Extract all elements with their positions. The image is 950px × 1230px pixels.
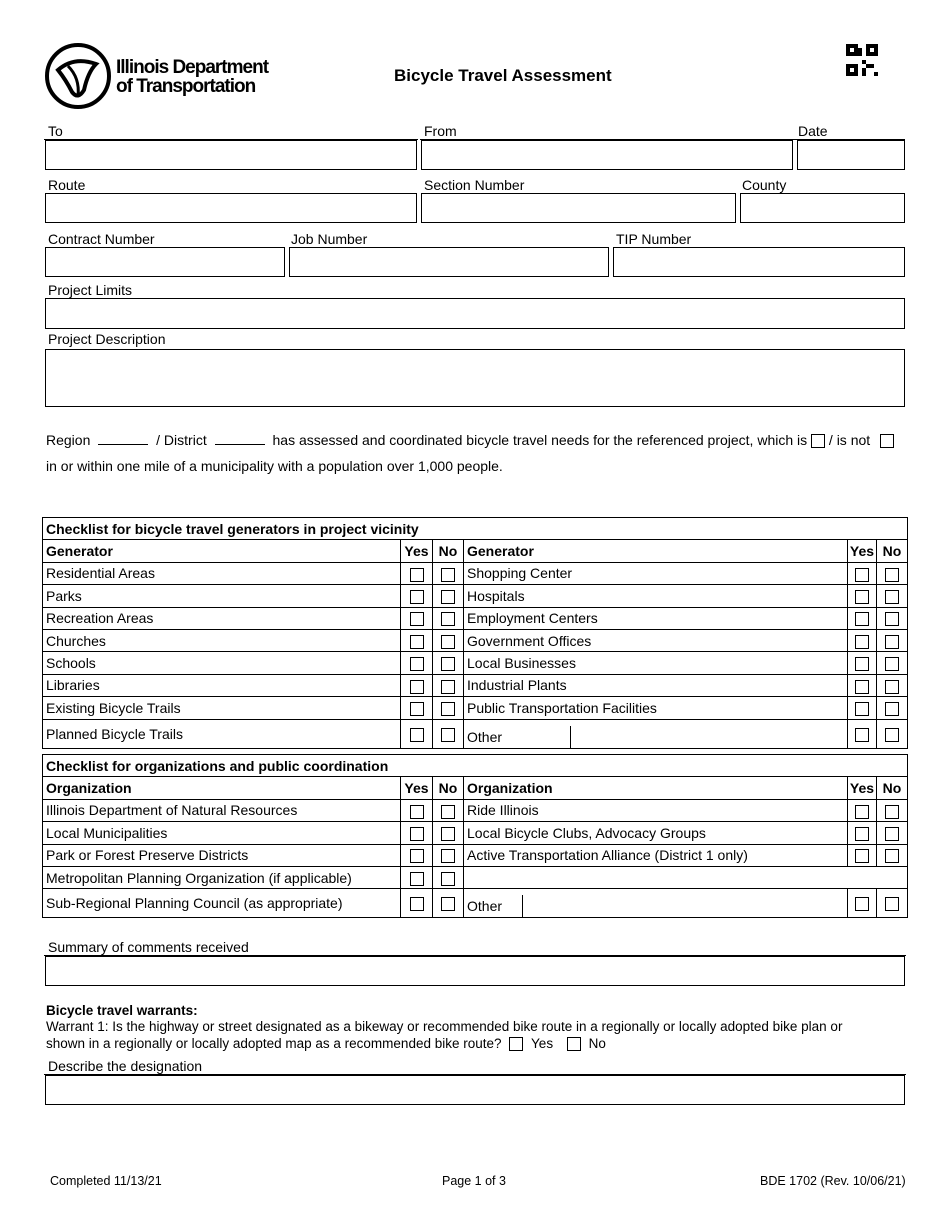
yes-cell — [401, 799, 433, 821]
yes-cell — [848, 652, 877, 674]
county-field[interactable] — [740, 193, 905, 223]
row-label: Existing Bicycle Trails — [43, 697, 401, 719]
project-limits-field[interactable] — [45, 298, 905, 329]
yes-cell — [848, 844, 877, 866]
table-row — [43, 822, 908, 844]
no-cell — [877, 697, 908, 719]
no-checkbox[interactable] — [441, 872, 455, 886]
table-row — [43, 652, 908, 674]
other-label: Other — [464, 895, 523, 917]
yes-header: Yes — [401, 777, 433, 799]
organization-header: Organization — [464, 777, 848, 799]
summary-label: Summary of comments received — [48, 939, 249, 955]
no-cell — [877, 822, 908, 844]
yes-checkbox[interactable] — [855, 657, 869, 671]
no-checkbox[interactable] — [441, 827, 455, 841]
yes-cell — [401, 697, 433, 719]
yes-checkbox[interactable] — [410, 568, 424, 582]
row-label: Parks — [43, 585, 401, 607]
no-cell — [877, 719, 908, 748]
organization-header: Organization — [43, 777, 401, 799]
no-header: No — [433, 540, 464, 562]
no-cell — [877, 585, 908, 607]
no-checkbox[interactable] — [441, 612, 455, 626]
no-checkbox[interactable] — [441, 657, 455, 671]
row-label: Recreation Areas — [43, 607, 401, 629]
row-label — [464, 719, 848, 748]
yes-checkbox[interactable] — [410, 702, 424, 716]
yes-cell — [848, 629, 877, 651]
row-label: Schools — [43, 652, 401, 674]
table-row — [43, 844, 908, 866]
yes-checkbox[interactable] — [410, 612, 424, 626]
yes-header: Yes — [401, 540, 433, 562]
yes-cell — [848, 607, 877, 629]
yes-checkbox[interactable] — [410, 657, 424, 671]
no-checkbox[interactable] — [441, 590, 455, 604]
no-cell — [433, 607, 464, 629]
other-label: Other — [464, 726, 571, 748]
warrant-1-text: Warrant 1: Is the highway or street designated as a bikeway or recommended bike route in a regionally or locally adopted bike plan or — [46, 1019, 843, 1034]
yes-checkbox[interactable] — [855, 590, 869, 604]
yes-checkbox[interactable] — [410, 728, 424, 742]
organizations-title: Checklist for organizations and public coordination — [43, 755, 908, 777]
table-row — [43, 719, 908, 748]
row-label: Employment Centers — [464, 607, 848, 629]
generator-header: Generator — [464, 540, 848, 562]
row-label — [464, 866, 908, 888]
logo-line-1: Illinois Department — [116, 57, 269, 78]
no-cell — [433, 629, 464, 651]
section-number-label: Section Number — [424, 177, 525, 193]
job-number-label: Job Number — [291, 231, 368, 247]
other-input[interactable] — [523, 889, 723, 911]
yes-checkbox[interactable] — [410, 680, 424, 694]
yes-checkbox[interactable] — [855, 728, 869, 742]
yes-checkbox[interactable] — [855, 680, 869, 694]
describe-label: Describe the designation — [48, 1058, 203, 1074]
table-row — [43, 629, 908, 651]
to-label: To — [48, 123, 63, 139]
is-not-label: / is not — [828, 432, 871, 448]
yes-label: Yes — [531, 1036, 554, 1051]
no-cell — [877, 652, 908, 674]
region-label: Region — [46, 432, 91, 448]
yes-cell — [401, 585, 433, 607]
no-checkbox[interactable] — [441, 805, 455, 819]
yes-cell — [848, 674, 877, 696]
describe-field[interactable] — [45, 1075, 905, 1105]
yes-header: Yes — [848, 540, 877, 562]
table-row — [43, 866, 908, 888]
row-label: Ride Illinois — [464, 799, 848, 821]
contract-number-field[interactable] — [45, 247, 285, 277]
no-cell — [433, 844, 464, 866]
no-checkbox[interactable] — [441, 680, 455, 694]
warrant-1-no-checkbox[interactable] — [567, 1037, 581, 1051]
generators-title: Checklist for bicycle travel generators in project vicinity — [43, 518, 908, 540]
no-checkbox[interactable] — [441, 897, 455, 911]
table-row — [43, 674, 908, 696]
yes-checkbox[interactable] — [855, 849, 869, 863]
row-label: Local Bicycle Clubs, Advocacy Groups — [464, 822, 848, 844]
yes-checkbox[interactable] — [855, 612, 869, 626]
no-header: No — [877, 540, 908, 562]
no-cell — [433, 822, 464, 844]
row-label: Residential Areas — [43, 562, 401, 584]
row-label: Sub-Regional Planning Council (as appropriate) — [43, 889, 401, 918]
to-field[interactable] — [45, 140, 417, 170]
district-blank[interactable] — [215, 444, 265, 445]
no-cell — [433, 866, 464, 888]
yes-header: Yes — [848, 777, 877, 799]
no-checkbox[interactable] — [885, 612, 899, 626]
table-row — [43, 585, 908, 607]
row-label: Hospitals — [464, 585, 848, 607]
no-header: No — [877, 777, 908, 799]
logo-line-2: of Transportation — [116, 76, 256, 97]
row-label: Park or Forest Preserve Districts — [43, 844, 401, 866]
yes-checkbox[interactable] — [855, 827, 869, 841]
yes-cell — [848, 562, 877, 584]
yes-cell — [401, 562, 433, 584]
route-label: Route — [48, 177, 86, 193]
warrant-1-yes-checkbox[interactable] — [509, 1037, 523, 1051]
yes-checkbox[interactable] — [855, 635, 869, 649]
yes-checkbox[interactable] — [410, 805, 424, 819]
statement-text: has assessed and coordinated bicycle travel needs for the referenced project, which is — [272, 432, 808, 448]
no-cell — [877, 844, 908, 866]
summary-field[interactable] — [45, 956, 905, 986]
no-cell — [433, 697, 464, 719]
no-checkbox[interactable] — [885, 702, 899, 716]
tip-number-label: TIP Number — [616, 231, 692, 247]
section-number-field[interactable] — [421, 193, 736, 223]
yes-checkbox[interactable] — [410, 849, 424, 863]
table-row — [43, 607, 908, 629]
yes-cell — [401, 889, 433, 918]
row-label: Public Transportation Facilities — [464, 697, 848, 719]
no-checkbox[interactable] — [885, 827, 899, 841]
no-checkbox[interactable] — [885, 680, 899, 694]
yes-cell — [401, 607, 433, 629]
form-number: BDE 1702 (Rev. 10/06/21) — [760, 1174, 906, 1188]
no-cell — [877, 629, 908, 651]
yes-checkbox[interactable] — [855, 897, 869, 911]
table-row — [43, 562, 908, 584]
job-number-field[interactable] — [289, 247, 609, 277]
county-label: County — [742, 177, 787, 193]
generators-table — [42, 517, 908, 749]
route-field[interactable] — [45, 193, 417, 223]
table-row — [43, 799, 908, 821]
yes-cell — [848, 719, 877, 748]
other-input[interactable] — [571, 720, 771, 742]
yes-cell — [848, 889, 877, 918]
no-checkbox[interactable] — [441, 702, 455, 716]
no-checkbox[interactable] — [885, 849, 899, 863]
no-cell — [877, 607, 908, 629]
row-label: Metropolitan Planning Organization (if applicable) — [43, 866, 401, 888]
no-checkbox[interactable] — [885, 590, 899, 604]
yes-checkbox[interactable] — [410, 635, 424, 649]
yes-checkbox[interactable] — [855, 805, 869, 819]
row-label: Illinois Department of Natural Resources — [43, 799, 401, 821]
yes-checkbox[interactable] — [410, 897, 424, 911]
date-label: Date — [798, 123, 828, 139]
region-blank[interactable] — [98, 444, 148, 445]
generator-header: Generator — [43, 540, 401, 562]
statement-line-2: in or within one mile of a municipality with a population over 1,000 people. — [46, 458, 503, 474]
no-cell — [877, 562, 908, 584]
qr-code-icon — [846, 44, 878, 76]
no-cell — [877, 889, 908, 918]
completed-date: Completed 11/13/21 — [50, 1174, 162, 1188]
assessment-statement — [46, 432, 906, 448]
form-title: Bicycle Travel Assessment — [394, 66, 612, 85]
no-header: No — [433, 777, 464, 799]
row-label: Libraries — [43, 674, 401, 696]
no-checkbox[interactable] — [885, 635, 899, 649]
row-label: Shopping Center — [464, 562, 848, 584]
district-label: / District — [156, 432, 207, 448]
no-checkbox[interactable] — [441, 568, 455, 582]
warrant-1-question: shown in a regionally or locally adopted map as a recommended bike route? — [46, 1036, 502, 1051]
yes-cell — [401, 674, 433, 696]
is-not-checkbox[interactable] — [880, 434, 894, 448]
no-cell — [433, 674, 464, 696]
date-field[interactable] — [797, 140, 905, 170]
row-label: Government Offices — [464, 629, 848, 651]
yes-checkbox[interactable] — [410, 590, 424, 604]
tip-number-field[interactable] — [613, 247, 905, 277]
row-label: Local Businesses — [464, 652, 848, 674]
yes-cell — [401, 844, 433, 866]
contract-number-label: Contract Number — [48, 231, 155, 247]
table-row — [43, 697, 908, 719]
yes-cell — [848, 697, 877, 719]
yes-cell — [848, 585, 877, 607]
from-field[interactable] — [421, 140, 793, 170]
no-cell — [433, 719, 464, 748]
yes-checkbox[interactable] — [855, 568, 869, 582]
no-checkbox[interactable] — [441, 849, 455, 863]
no-cell — [877, 799, 908, 821]
no-cell — [433, 562, 464, 584]
warrant-1-line-2 — [46, 1036, 606, 1051]
no-cell — [433, 585, 464, 607]
row-label: Planned Bicycle Trails — [43, 719, 401, 748]
project-description-field[interactable] — [45, 349, 905, 407]
no-cell — [433, 889, 464, 918]
yes-cell — [401, 652, 433, 674]
row-label: Local Municipalities — [43, 822, 401, 844]
yes-cell — [401, 719, 433, 748]
from-label: From — [424, 123, 457, 139]
yes-checkbox[interactable] — [410, 872, 424, 886]
no-cell — [877, 674, 908, 696]
no-checkbox[interactable] — [885, 568, 899, 582]
yes-cell — [401, 822, 433, 844]
row-label: Churches — [43, 629, 401, 651]
no-checkbox[interactable] — [885, 657, 899, 671]
yes-cell — [401, 866, 433, 888]
no-checkbox[interactable] — [885, 897, 899, 911]
no-cell — [433, 652, 464, 674]
yes-checkbox[interactable] — [855, 702, 869, 716]
page-number: Page 1 of 3 — [442, 1174, 506, 1188]
organizations-table — [42, 754, 908, 918]
row-label — [464, 889, 848, 918]
logo-text — [116, 58, 268, 96]
idot-emblem-icon — [44, 42, 112, 110]
yes-cell — [848, 799, 877, 821]
table-row — [43, 889, 908, 918]
no-checkbox[interactable] — [885, 728, 899, 742]
no-cell — [433, 799, 464, 821]
yes-cell — [848, 822, 877, 844]
no-checkbox[interactable] — [441, 728, 455, 742]
idot-logo — [44, 42, 294, 112]
project-description-label: Project Description — [48, 331, 166, 347]
row-label: Industrial Plants — [464, 674, 848, 696]
yes-cell — [401, 629, 433, 651]
is-checkbox[interactable] — [811, 434, 825, 448]
project-limits-label: Project Limits — [48, 282, 133, 298]
no-checkbox[interactable] — [885, 805, 899, 819]
row-label: Active Transportation Alliance (District 1 only) — [464, 844, 848, 866]
no-label: No — [588, 1036, 606, 1051]
warrants-title: Bicycle travel warrants: — [46, 1003, 198, 1018]
no-checkbox[interactable] — [441, 635, 455, 649]
yes-checkbox[interactable] — [410, 827, 424, 841]
